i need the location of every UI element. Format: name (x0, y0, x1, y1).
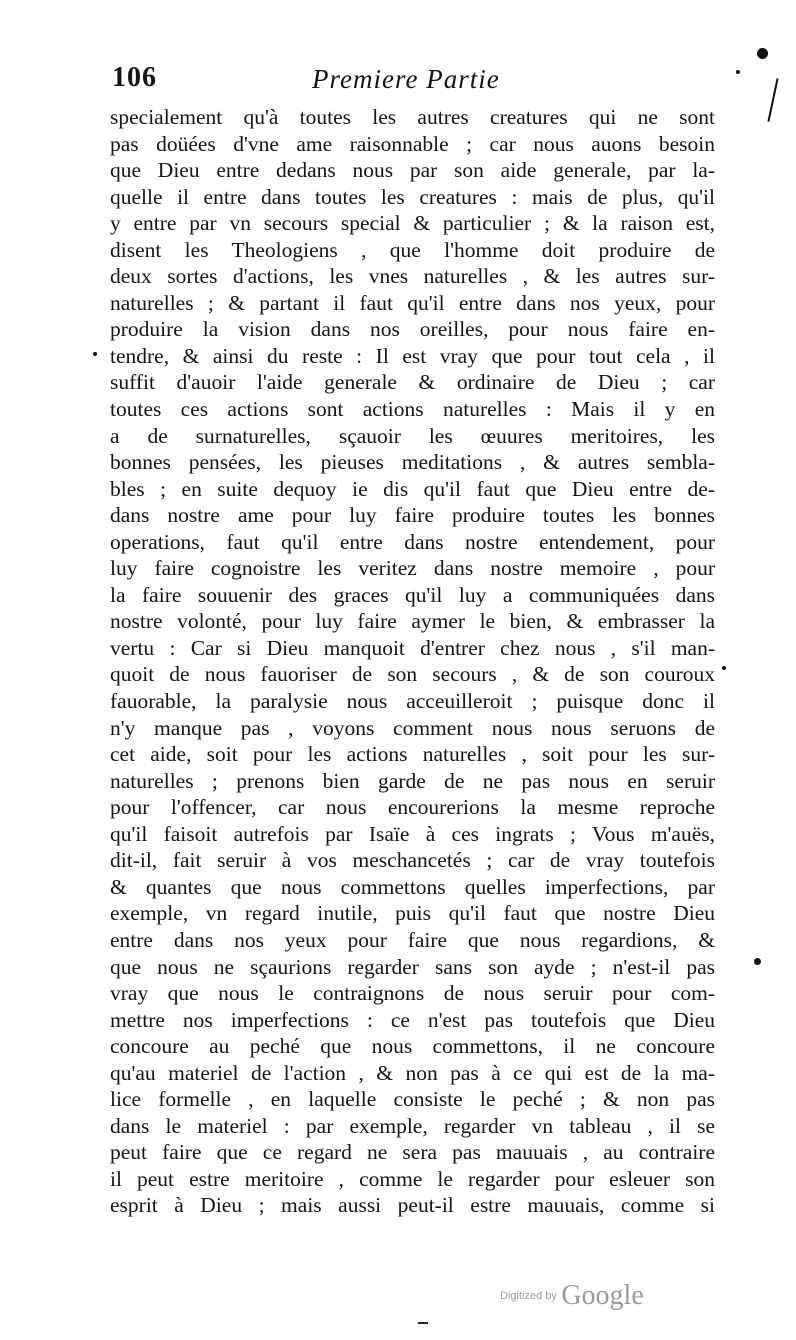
text-line: esprit à Dieu ; mais aussi peut-il estre mauuais, comme si (110, 1193, 715, 1218)
text-line: nostre volonté, pour luy faire aymer le bien, & embrasser la (110, 609, 715, 634)
text-line: n'y manque pas , voyons comment nous nous seruons de (110, 715, 715, 740)
text-line: produire la vision dans nos oreilles, pour nous faire en- (110, 317, 715, 342)
text-line: disent les Theologiens , que l'homme doit produire de (110, 237, 715, 262)
text-line: operations, faut qu'il entre dans nostre entendement, pour (110, 529, 715, 554)
text-line: dans nostre ame pour luy faire produire toutes les bonnes (110, 503, 715, 528)
text-line: lice formelle , en laquelle consiste le peché ; & non pas (110, 1087, 715, 1112)
page-header (112, 62, 712, 102)
margin-dot-mark (93, 352, 97, 356)
text-line: qu'il faisoit autrefois par Isaïe à ces ingrats ; Vous m'auës, (110, 821, 715, 846)
text-line: que nous ne sçaurions regarder sans son ayde ; n'est-il pas (110, 954, 715, 979)
text-line: naturelles ; & partant il faut qu'il entre dans nos yeux, pour (110, 290, 715, 315)
ink-dot-mark (736, 70, 740, 74)
text-line: pas doüées d'vne ame raisonnable ; car nous auons besoin (110, 131, 715, 156)
text-line: bonnes pensées, les pieuses meditations , & autres sembla- (110, 450, 715, 475)
text-line: a de surnaturelles, sçauoir les œuures meritoires, les (110, 423, 715, 448)
text-line: entre dans nos yeux pour faire que nous regardions, & (110, 927, 715, 952)
text-line: & quantes que nous commettons quelles imperfections, par (110, 874, 715, 899)
text-line: bles ; en suite dequoy ie dis qu'il faut que Dieu entre de- (110, 476, 715, 501)
text-line: mettre nos imperfections : ce n'est pas toutefois que Dieu (110, 1007, 715, 1032)
text-line: il peut estre meritoire , comme le regarder pour esleuer son (110, 1166, 715, 1191)
watermark-brand: Google (561, 1280, 644, 1311)
text-line: tendre, & ainsi du reste : Il est vray que pour tout cela , il (110, 343, 715, 368)
text-line: concoure au peché que nous commettons, il ne concoure (110, 1034, 715, 1059)
page-number: 106 (112, 62, 157, 93)
digitized-watermark (500, 1280, 644, 1312)
body-text (110, 104, 715, 1219)
text-line: que Dieu entre dedans nous par son aide generale, par la- (110, 158, 715, 183)
text-line: specialement qu'à toutes les autres creatures qui ne sont (110, 105, 715, 129)
bottom-dash-mark (418, 1322, 428, 1324)
text-line: pour l'offencer, car nous encourerions la mesme reproche (110, 795, 715, 820)
text-line: y entre par vn secours special & particulier ; & la raison est, (110, 211, 715, 236)
text-line: deux sortes d'actions, les vnes naturelles , & les autres sur- (110, 264, 715, 289)
text-line: cet aide, soit pour les actions naturelles , soit pour les sur- (110, 742, 715, 767)
running-head: Premiere Partie (312, 64, 500, 94)
text-line: exemple, vn regard inutile, puis qu'il faut que nostre Dieu (110, 901, 715, 926)
text-line: peut faire que ce regard ne sera pas mauuais , au contraire (110, 1140, 715, 1165)
margin-dot-mark (722, 666, 726, 670)
text-line: la faire souuenir des graces qu'il luy a communiquées dans (110, 582, 715, 607)
text-line: luy faire cognoistre les veritez dans nostre memoire , pour (110, 556, 715, 581)
text-line: toutes ces actions sont actions naturelles : Mais il y en (110, 397, 715, 422)
text-line: fauorable, la paralysie nous acceuilleroit ; puisque donc il (110, 689, 715, 714)
watermark-prefix: Digitized by (500, 1290, 557, 1302)
margin-dot-mark (754, 958, 761, 965)
text-line: dit-il, fait seruir à vos meschancetés ; car de vray toutefois (110, 848, 715, 873)
text-line: suffit d'auoir l'aide generale & ordinaire de Dieu ; car (110, 370, 715, 395)
text-line: vray que nous le contraignons de nous seruir pour com- (110, 981, 715, 1006)
text-line: quoit de nous fauoriser de son secours , & de son couroux (110, 662, 715, 687)
ink-stroke-mark (767, 78, 778, 121)
text-line: dans le materiel : par exemple, regarder vn tableau , il se (110, 1113, 715, 1138)
ink-spot-mark (757, 48, 768, 59)
text-line: naturelles ; prenons bien garde de ne pas nous en seruir (110, 768, 715, 793)
text-line: quelle il entre dans toutes les creatures : mais de plus, qu'il (110, 184, 715, 209)
text-line: qu'au materiel de l'action , & non pas à ce qui est de la ma- (110, 1060, 715, 1085)
text-line: vertu : Car si Dieu manquoit d'entrer chez nous , s'il man- (110, 635, 715, 660)
